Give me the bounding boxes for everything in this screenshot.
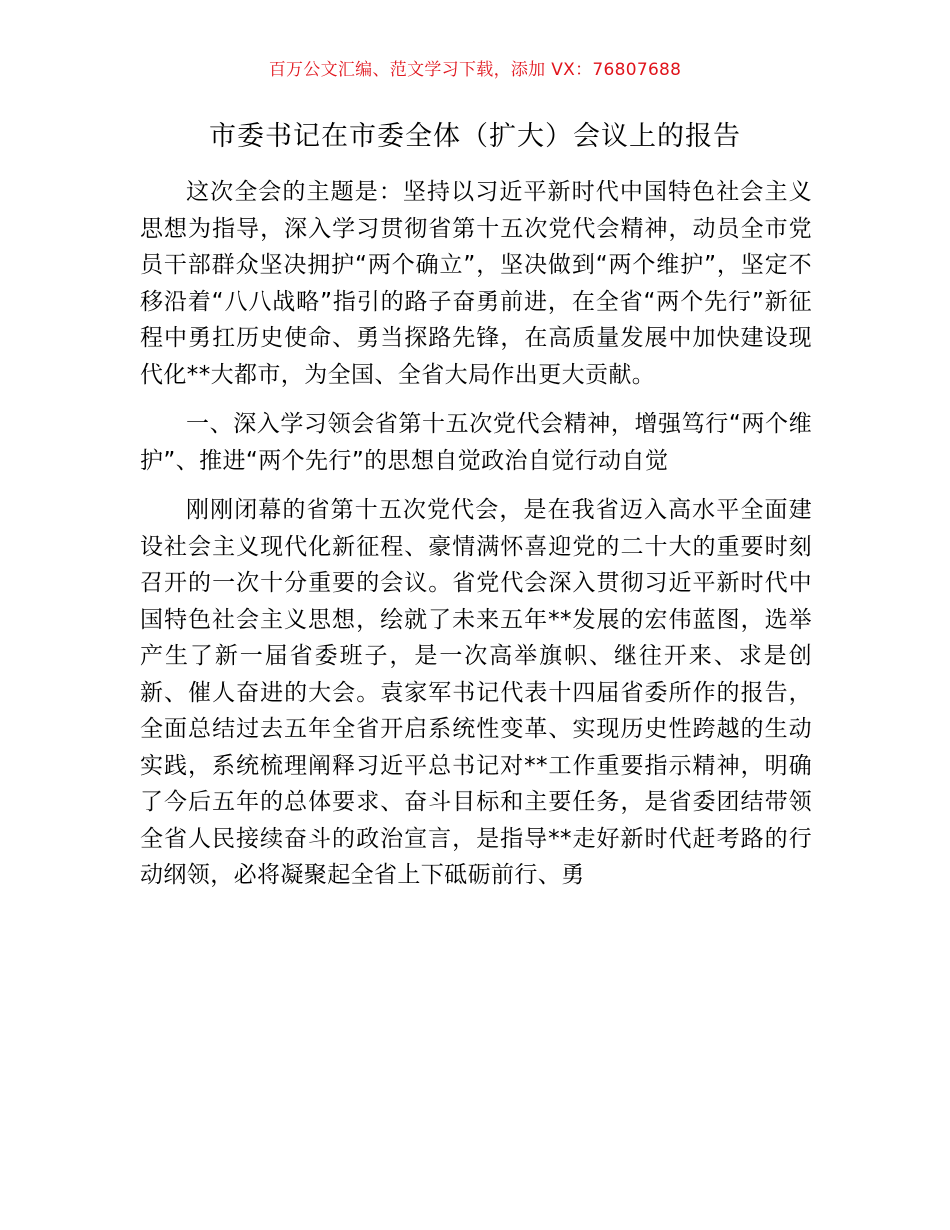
section-heading-one: 一、深入学习领会省第十五次党代会精神，增强笃行“两个维护”、推进“两个先行”的思想自觉政治自觉行动自觉 [140, 411, 812, 474]
paragraph-theme: 这次全会的主题是：坚持以习近平新时代中国特色社会主义思想为指导，深入学习贯彻省第十五次党代会精神，动员全市党员干部群众坚决拥护“两个确立”，坚决做到“两个维护”，坚定不移沿着“八八战略”指引的路子奋勇前进，在全省“两个先行”新征程中勇扛历史使命、勇当探路先锋，在高质量发展中加快建设现代化**大都市，为全国、全省大局作出更大贡献。 [140, 179, 812, 388]
document-body [140, 174, 812, 907]
paragraph-congress: 刚刚闭幕的省第十五次党代会，是在我省迈入高水平全面建设社会主义现代化新征程、豪情满怀喜迎党的二十大的重要时刻召开的一次十分重要的会议。省党代会深入贯彻习近平新时代中国特色社会主义思想，绘就了未来五年**发展的宏伟蓝图，选举产生了新一届省委班子，是一次高举旗帜、继往开来、求是创新、催人奋进的大会。袁家军书记代表十四届省委所作的报告，全面总结过去五年全省开启系统性变革、实现历史性跨越的生动实践，系统梳理阐释习近平总书记对**工作重要指示精神，明确了今后五年的总体要求、奋斗目标和主要任务，是省委团结带领全省人民接续奋斗的政治宣言，是指导**走好新时代赶考路的行动纲领，必将凝聚起全省上下砥砺前行、勇 [140, 497, 812, 888]
document-title: 市委书记在市委全体（扩大）会议上的报告 [209, 121, 741, 152]
watermark-text: 百万公文汇编、范文学习下载，添加 VX：76807688 [268, 60, 682, 80]
